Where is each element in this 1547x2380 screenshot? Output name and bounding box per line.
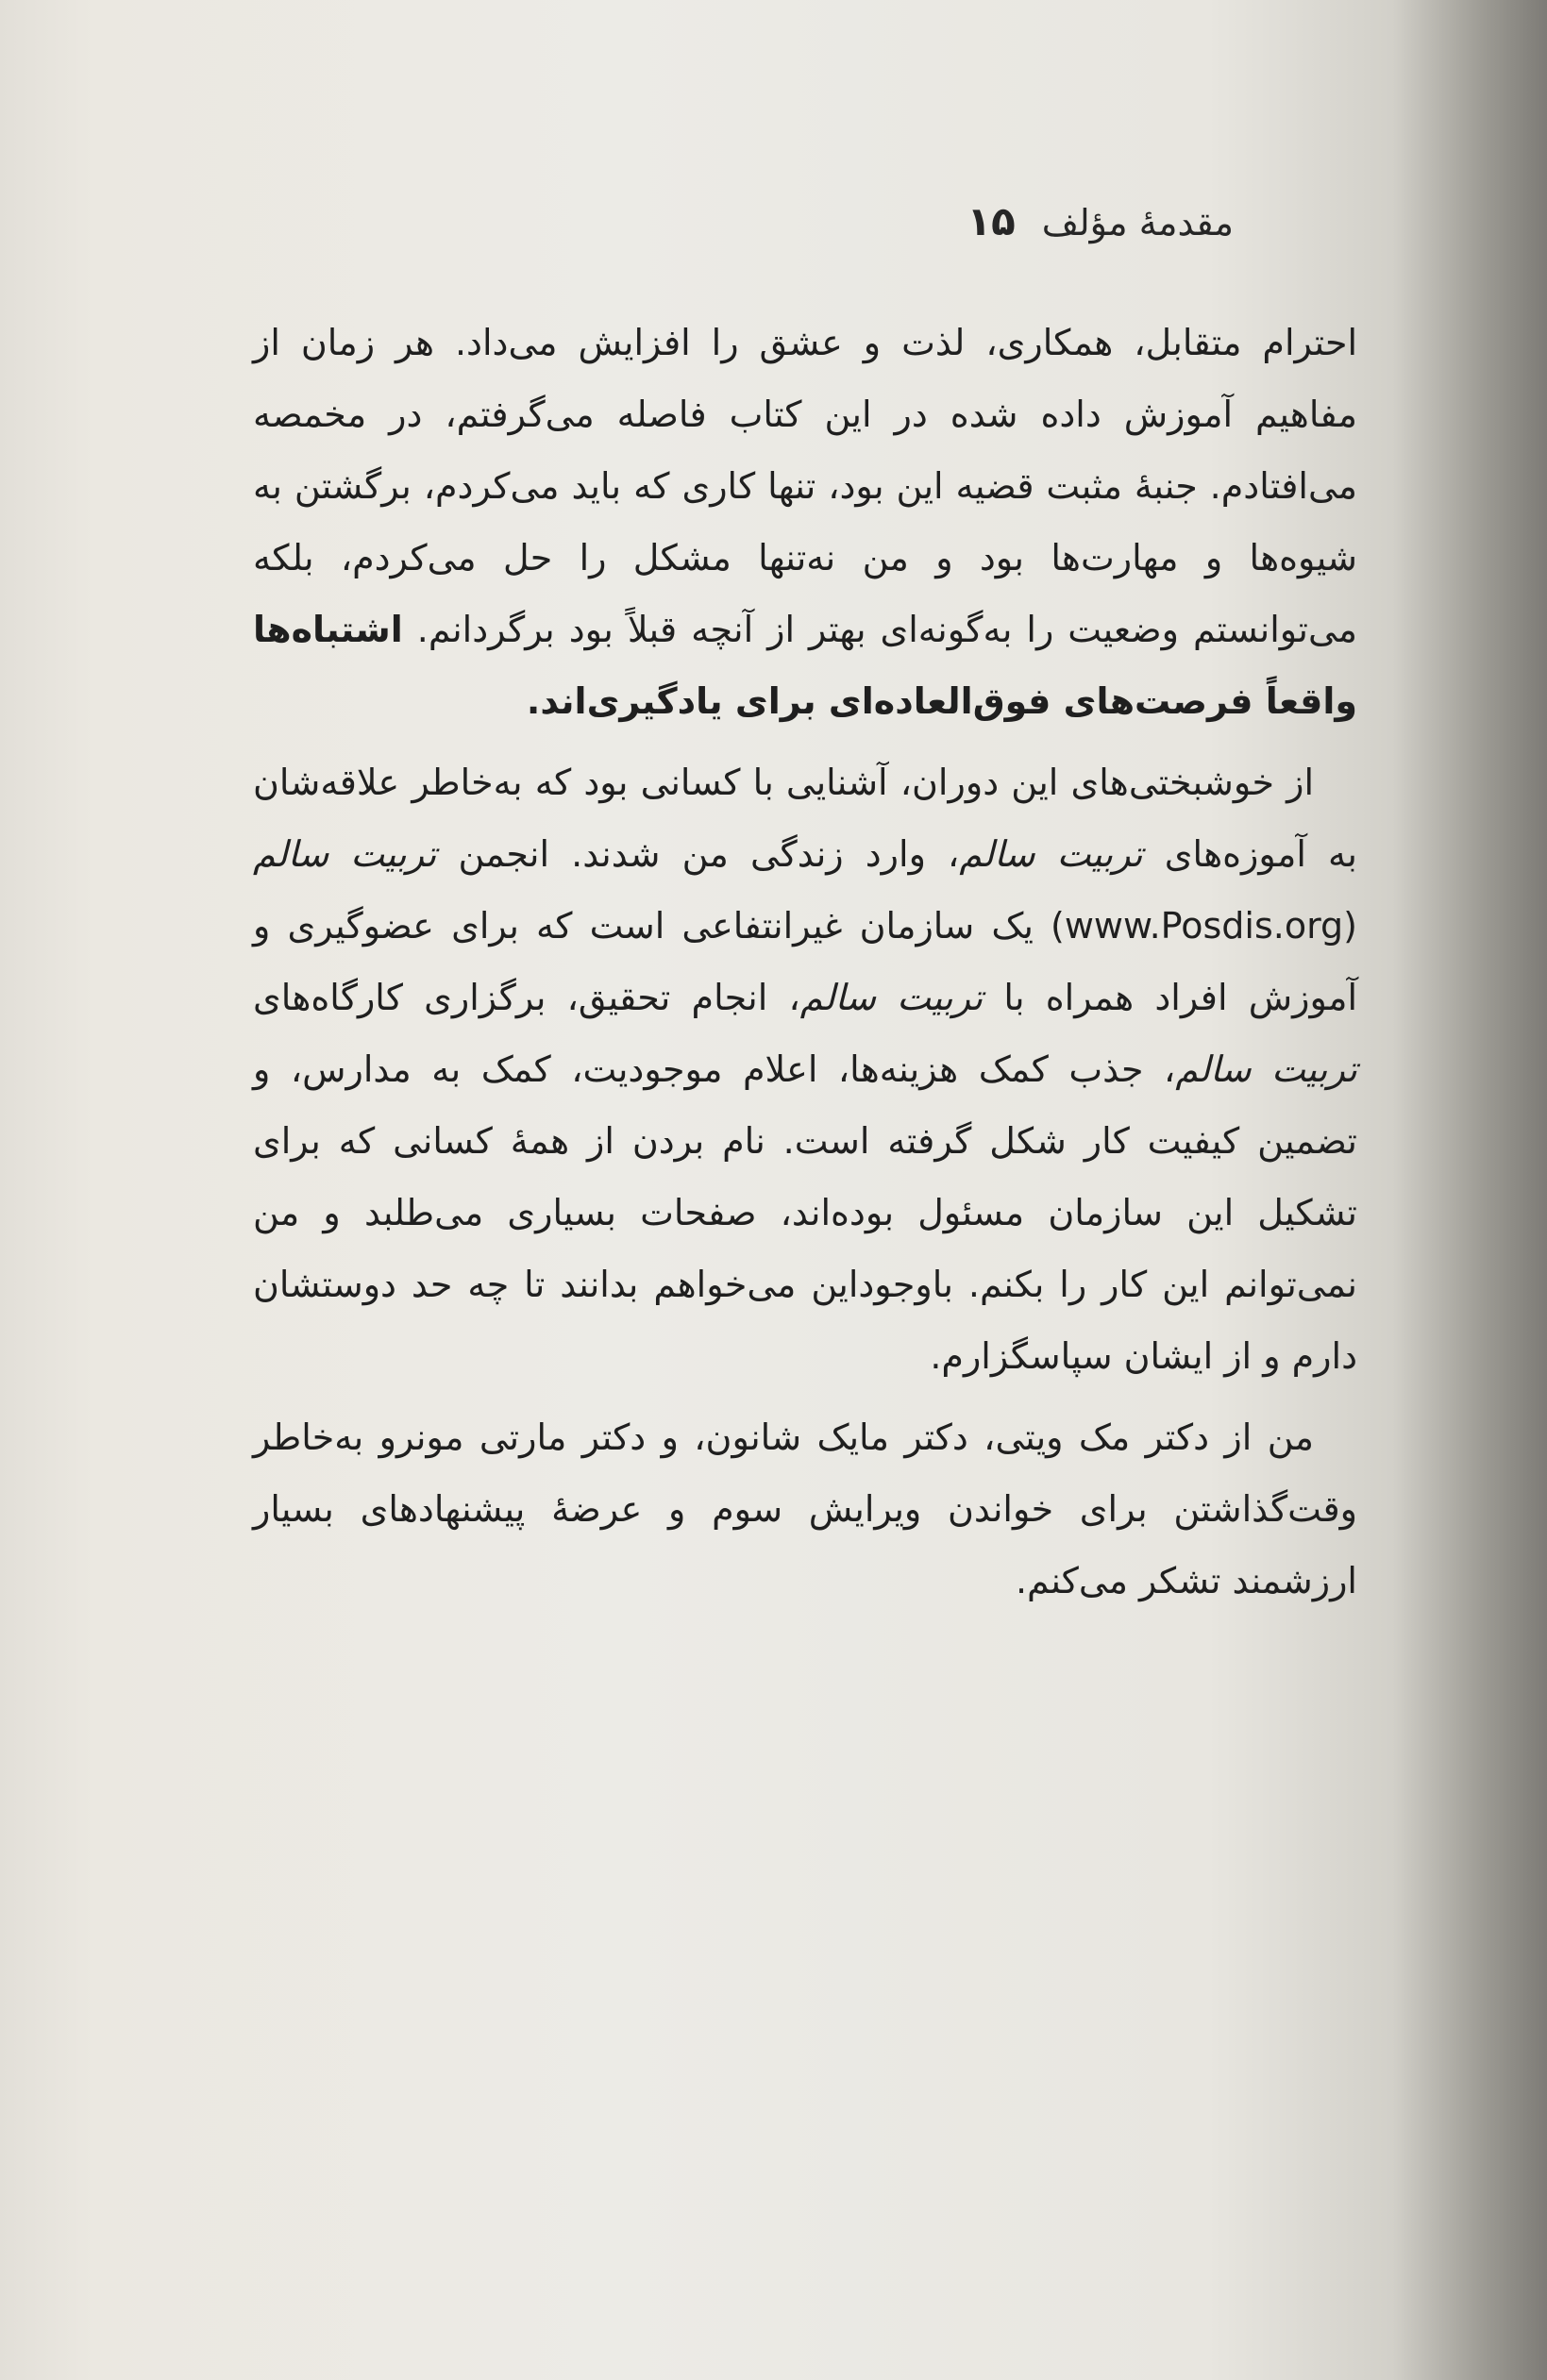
paragraph-2-italic-1: تربیت سالم [959,833,1143,875]
page-number: ۱۵ [967,198,1016,244]
paragraph-1 [253,307,1357,737]
paragraph-1-text: احترام متقابل، همکاری، لذت و عشق را افزایش می‌داد. هر زمان از مفاهیم آموزش داده شده در این کتاب فاصله می‌گرفتم، در مخمصه می‌افتادم. جنبهٔ مثبت قضیه این بود، تنها کاری که باید می‌کردم، برگشتن به شیوه‌ها و مهارت‌ها بود و من نه‌تنها مشکل را حل می‌کردم، بلکه می‌توانستم وضعیت را به‌گونه‌ای بهتر از آنچه قبلاً بود برگردانم. [253,322,1357,650]
body-text [253,307,1357,1617]
paragraph-2-italic-3: تربیت سالم [799,977,984,1018]
paragraph-2-italic-2: تربیت سالم [253,833,437,875]
paragraph-3 [253,1401,1357,1617]
paragraph-2-text-h: ، انجام تحقیق، برگزاری کارگاه‌های [253,977,800,1018]
paragraph-2-text-a: از خوشبختی‌های این دوران، آشنایی با کسانی بود که به‌خاطر علاقه‌شان به آموزه‌های [253,762,1357,875]
paragraph-2-text-j: ، جذب کمک هزینه‌ها، اعلام موجودیت، کمک به مدارس، و تضمین کیفیت کار شکل گرفته است. نام بردن از همهٔ کسانی که برای تشکیل این سازمان مسئول بوده‌اند، صفحات بسیاری می‌طلبد و من نمی‌توانم این کار را بکنم. باوجوداین می‌خواهم بدانند تا چه حد دوستشان دارم و از ایشان سپاسگزارم. [253,1048,1357,1377]
running-header [967,198,1234,244]
website-url: (www.Posdis.org) [1051,905,1357,947]
chapter-title: مقدمهٔ مؤلف [1041,202,1234,243]
paragraph-2-italic-4: تربیت سالم [1175,1048,1358,1090]
paragraph-2-text-f: یک سازمان غیرانتفاعی است که برای عضوگیری و آموزش افراد همراه با [253,905,1358,1018]
paragraph-2-text-c: ، وارد زندگی من شدند. انجمن [458,833,960,875]
paragraph-1-bold-text: اشتباه‌ها واقعاً فرصت‌های فوق‌العاده‌ای برای یادگیری‌اند. [253,609,1357,722]
paragraph-3-text: من از دکتر مک ویتی، دکتر مایک شانون، و دکتر مارتی مونرو به‌خاطر وقت‌گذاشتن برای خواندن ویرایش سوم و عرضهٔ پیشنهادهای بسیار ارزشمند تشکر می‌کنم. [253,1416,1357,1601]
paragraph-2 [253,746,1357,1392]
